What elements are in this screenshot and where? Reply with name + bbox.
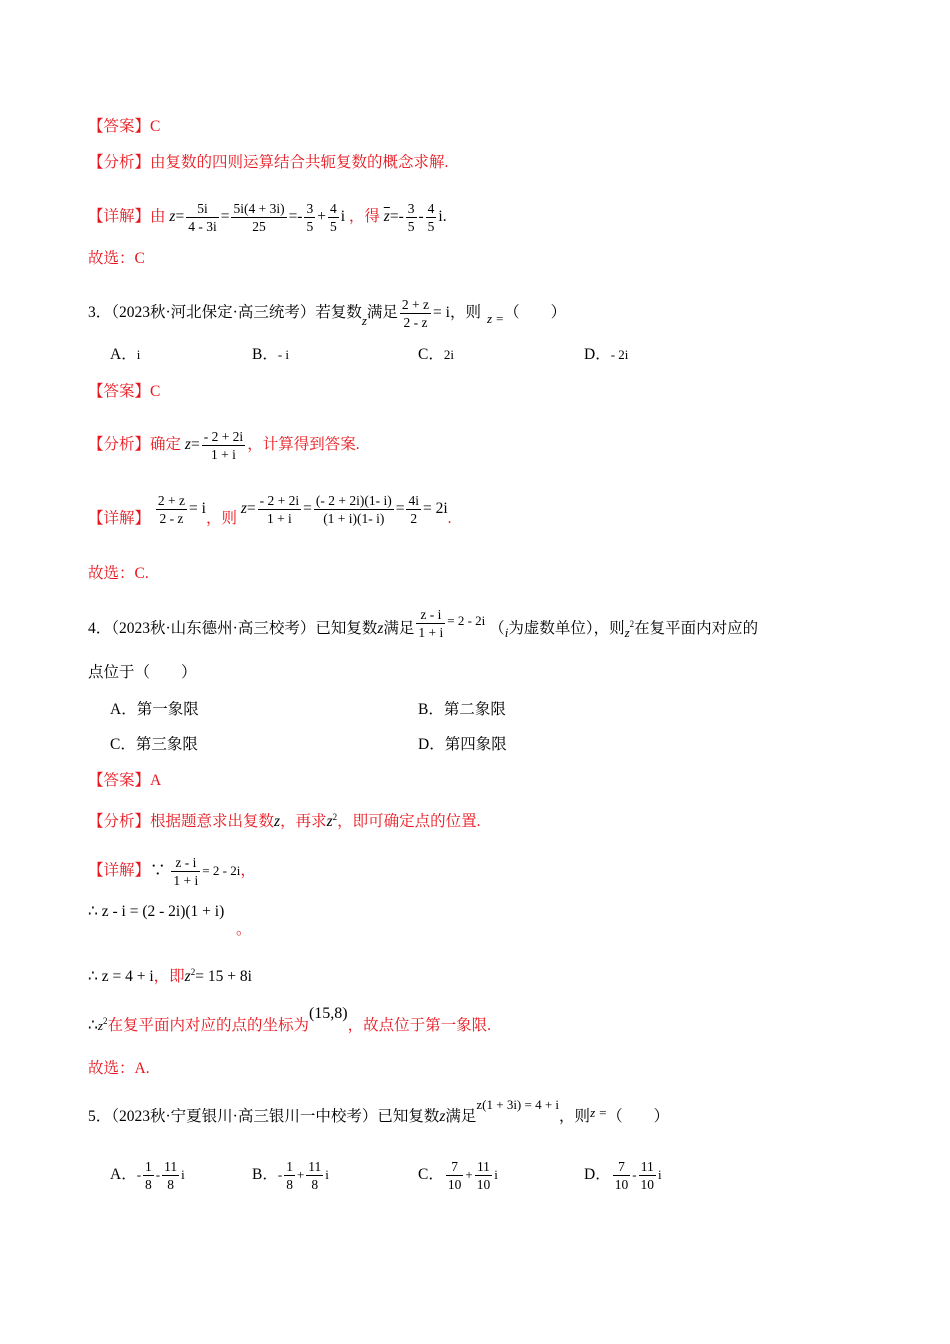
step-text: 在复平面内对应的点的坐标为 — [107, 1017, 309, 1035]
q4-choose: 故选：A. — [88, 1060, 150, 1077]
q4-option-a[interactable]: A．第一象限 — [110, 701, 199, 718]
q3-option-d[interactable]: D．- 2i — [584, 346, 629, 363]
result: = 2i — [422, 500, 448, 518]
fraction: $\frac{11}{10}$ — [476, 1159, 491, 1192]
analysis-text: 【分析】根据题意求出复数 — [88, 813, 275, 831]
var-z: z = — [486, 311, 505, 327]
q4-step3 — [88, 1005, 491, 1036]
q4-step1-period: 。 — [236, 921, 252, 938]
q2-choose: 故选：C — [88, 250, 145, 267]
q4-detail — [88, 854, 256, 889]
var-z: z — [184, 968, 191, 986]
q3-option-c[interactable]: C．2i — [418, 346, 454, 363]
q4-stem-cont: 点位于（ ） — [88, 664, 197, 681]
eq: = — [175, 208, 185, 226]
q3-analysis: 【分析】确定 z= $\frac{- 2 + 2i}{1 + i}$ ，计算得到答案. — [88, 429, 360, 462]
step-text: ，故点位于第一象限. — [347, 1017, 491, 1035]
fraction: $\frac{3}{5}$ — [306, 201, 314, 234]
q4-analysis — [88, 807, 481, 832]
q3-detail: 【详解】 $\frac{2 + z}{2 - z}$ = i，则 z= $\frac{- 2 + 2i}{1 + i}$ = $\frac{(- 2 + 2i)(1- i)}{(1 + i)(1- i)}$ = $\frac{4i}{2}$ = 2i. — [88, 493, 452, 528]
detail-tag: 【详解】 — [88, 862, 151, 880]
eq: = 2 - 2i — [447, 613, 486, 629]
var-z: z — [240, 500, 247, 518]
stem-text: 在复平面内对应的 — [634, 620, 759, 638]
therefore-symbol: ∴ — [88, 1017, 98, 1035]
because-symbol: ∵ — [150, 862, 166, 880]
step-text: ，即 — [153, 968, 185, 986]
var-z: z — [184, 436, 191, 454]
paren: （ ） — [607, 1108, 670, 1125]
analysis-text: ，计算得到答案. — [247, 436, 360, 454]
paren: （ ） — [504, 304, 567, 322]
fraction: $\frac{11}{8}$ — [164, 1159, 178, 1192]
exponent: 2 — [332, 812, 338, 822]
q4-answer: 【答案】A — [88, 772, 162, 789]
q4-stem — [88, 607, 759, 647]
analysis-text: ，再求 — [280, 813, 327, 831]
fraction: $\frac{z - i}{1 + i}$ — [173, 855, 199, 888]
stem-text: 满足 — [445, 1108, 477, 1125]
then-text: ，则 — [205, 510, 237, 528]
detail-tag: 【详解】 — [88, 208, 151, 226]
q3-option-b[interactable]: B．- i — [252, 346, 290, 363]
q5-option-c[interactable]: C． $\frac{7}{10}$ + $\frac{11}{10}$ i — [418, 1159, 498, 1192]
q2-analysis — [88, 153, 448, 173]
var-z: z — [361, 313, 367, 329]
var-z: z — [274, 813, 281, 831]
stem-text: 3．（2023秋·河北保定·高三统考）若复数 — [88, 304, 362, 322]
op: =- — [288, 208, 303, 226]
var-z: z — [326, 813, 333, 831]
conj-z: $\overline{z}$ — [383, 208, 390, 226]
q4-option-d[interactable]: D．第四象限 — [418, 736, 507, 753]
exponent: 2 — [102, 1016, 108, 1026]
analysis-text: 确定 — [150, 436, 182, 454]
q4-step1 — [88, 902, 224, 922]
fraction: $\frac{(- 2 + 2i)(1- i)}{(1 + i)(1- i)}$ — [315, 493, 392, 526]
fraction: $\frac{7}{10}$ — [614, 1159, 629, 1192]
q4-option-b[interactable]: B．第二象限 — [418, 701, 506, 718]
analysis-text: 由复数的四则运算结合共轭复数的概念求解. — [150, 154, 449, 171]
fraction: $\frac{4i}{2}$ — [408, 493, 419, 526]
note: 为虚数单位），则 — [508, 620, 625, 638]
stem-text: ，则 — [449, 304, 481, 322]
fraction: $\frac{7}{10}$ — [447, 1159, 462, 1192]
op: + — [317, 208, 326, 226]
note: （ — [489, 620, 505, 638]
eq: = — [220, 208, 230, 226]
q2-detail — [88, 200, 447, 235]
imag-unit: i — [340, 208, 346, 226]
var-z: z — [377, 620, 384, 638]
q5-option-b[interactable]: B．- $\frac{1}{8}$ + $\frac{11}{8}$ i — [252, 1159, 329, 1192]
var-z: z — [169, 208, 176, 226]
fraction: $\frac{5i}{4 - 3i}$ — [188, 201, 217, 234]
q5-stem — [88, 1097, 670, 1127]
q4-option-c[interactable]: C．第三象限 — [110, 736, 198, 753]
got-text: ，得 — [348, 208, 380, 226]
stem-text: 满足 — [366, 304, 398, 322]
q4-step2 — [88, 962, 252, 987]
eq: = 2 - 2i — [202, 863, 241, 879]
dot: . — [447, 510, 452, 528]
step-math: ∴ z - i = (2 - 2i)(1 + i) — [88, 903, 225, 920]
eq: = i — [433, 304, 450, 322]
step-math: = 15 + 8i — [195, 968, 252, 986]
var-z: z = — [590, 1105, 608, 1120]
exponent: 2 — [190, 967, 196, 977]
analysis-text: ，即可确定点的位置. — [337, 813, 481, 831]
var-z: z — [624, 625, 630, 641]
fraction: $\frac{1}{8}$ — [145, 1159, 152, 1192]
stem-text: 4．（2023秋·山东德州·高三校考）已知复数 — [88, 620, 378, 638]
coordinate: (15,8) — [308, 1005, 348, 1023]
imag-unit: i — [504, 625, 509, 641]
fraction: $\frac{- 2 + 2i}{1 + i}$ — [203, 429, 244, 462]
imag-unit: i. — [438, 208, 447, 226]
op: =- — [389, 208, 404, 226]
eq: = i — [189, 500, 206, 518]
q3-choose: 故选：C. — [88, 565, 149, 582]
fraction: $\frac{1}{8}$ — [286, 1159, 293, 1192]
stem-text: 5．（2023秋·宁夏银川·高三银川一中校考）已知复数 — [88, 1108, 440, 1125]
fraction: $\frac{11}{8}$ — [308, 1159, 322, 1192]
detail-lead: 由 — [150, 208, 166, 226]
fraction: $\frac{4}{5}$ — [329, 201, 337, 234]
op: - — [418, 208, 424, 226]
fraction: $\frac{4}{5}$ — [427, 201, 435, 234]
step-math: ∴ z = 4 + i — [88, 968, 154, 986]
q3-stem — [88, 296, 566, 331]
fraction: $\frac{2 + z}{2 - z}$ — [157, 493, 185, 526]
exponent: 2 — [629, 618, 635, 629]
analysis-tag: 【分析】 — [88, 154, 151, 171]
q5-option-d[interactable]: D． $\frac{7}{10}$ - $\frac{11}{10}$ i — [584, 1159, 662, 1192]
q5-option-a[interactable]: A．- $\frac{1}{8}$ - $\frac{11}{8}$ i — [110, 1159, 185, 1192]
fraction: $\frac{3}{5}$ — [407, 201, 415, 234]
fraction: $\frac{- 2 + 2i}{1 + i}$ — [259, 493, 300, 526]
q2-answer: 【答案】C — [88, 118, 161, 135]
comma: ， — [240, 862, 256, 880]
detail-tag: 【详解】 — [88, 510, 151, 528]
q3-option-a[interactable]: A．i — [110, 346, 141, 363]
q3-answer: 【答案】C — [88, 383, 161, 400]
fraction: $\frac{5i(4 + 3i)}{25}$ — [233, 201, 285, 234]
stem-text: 满足 — [383, 620, 415, 638]
condition: z(1 + 3i) = 4 + i — [476, 1097, 560, 1112]
fraction: $\frac{2 + z}{2 - z}$ — [401, 297, 430, 330]
fraction: $\frac{11}{10}$ — [640, 1159, 655, 1192]
fraction: $\frac{z - i}{1 + i}$ — [418, 607, 444, 640]
var-z: z — [439, 1108, 446, 1125]
analysis-tag: 【分析】 — [88, 436, 151, 454]
var-z: z — [97, 1018, 103, 1034]
stem-text: ，则 — [559, 1108, 591, 1125]
